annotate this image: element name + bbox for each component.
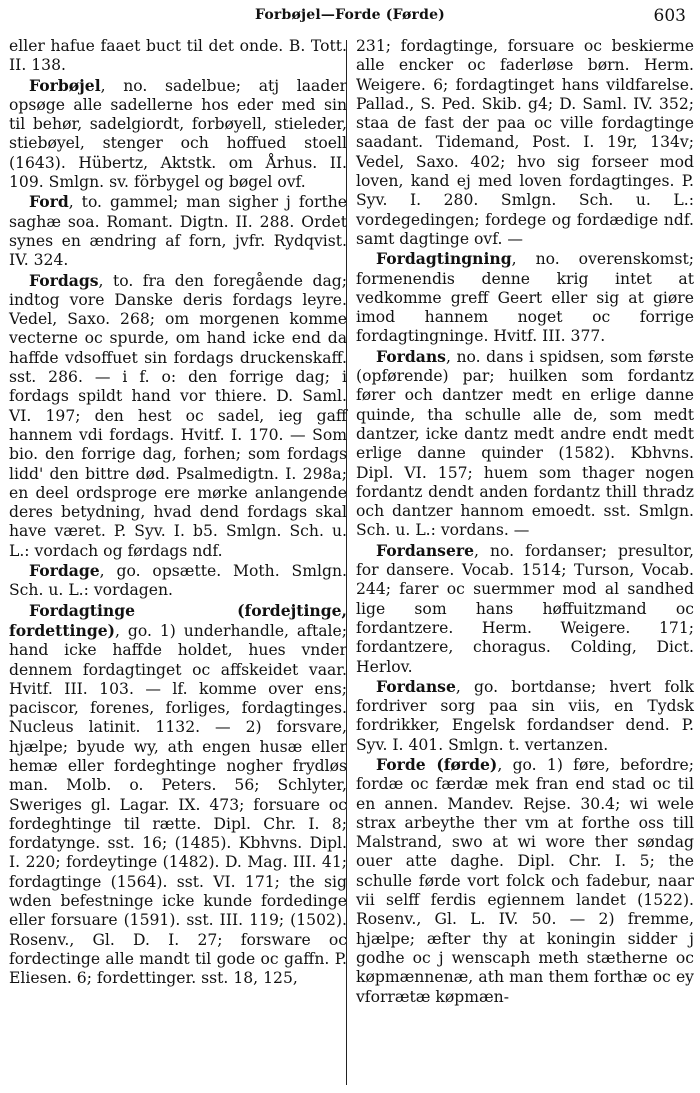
entry-text: , no. overenskomst; formenendis denne krig intet at vedkomme greff Geert eller sig at giøre imod hannem noget oc forrige fordagtingninge. Hvitf. III. 377. (356, 250, 694, 346)
entry-text: , no. sadelbue; atj laader opsøge alle sadellerne hos eder med sin til behør, sadelgiordt, forbøyell, stieleder, stiebøyel, stenger och hoffued stoell (1643). Hübertz, Aktstk. om Århus. II. 109. Smlgn. sv. förbygel og bøgel ovf. (9, 76, 347, 192)
running-head: Forbøjel—Forde (Førde) (255, 7, 445, 23)
dictionary-entry (356, 541, 694, 677)
entry-headword: Fordagtinge (fordejtinge, fordettinge) (9, 600, 347, 640)
entry-text: , go. 1) underhandle, aftale; hand icke haffde holdet, hues vnder dennem fordagtinget oc affskeidet vaar. Hvitf. III. 103. — lf. komme over ens; paciscor, forenes, forliges, fordagtinges. Nucleus latinit. 1132. — 2) forsvare, hjælpe; byude wy, ath engen husæ eller hemæ eller fordeghtinge nogher frydløs man. Molb. o. Peters. 56; Schlyter, Sweriges gl. Lagar. IX. 473; forsuare oc fordeghtinge til rætte. Dipl. Chr. I. 8; fordatynge. sst. 16; (1485). Kbhvns. Dipl. I. 220; fordeytinge (1482). D. Mag. III. 41; fordagtinge (1564). sst. VI. 171; the sig wden befestninge icke kunde fordedinge eller forsuare (1591). sst. III. 119; (1502). Rosenv., Gl. D. I. 27; forsware oc fordectinge alle mandt til gode oc gaffn. P. Eliesen. 6; fordettinger. sst. 18, 125, (9, 621, 347, 988)
page-header (0, 4, 700, 30)
left-column (9, 36, 347, 989)
dictionary-entry (9, 192, 347, 270)
page-number: 603 (653, 6, 686, 26)
entry-text: , go. opsætte. Moth. Smlgn. Sch. u. L.: vordagen. (9, 562, 347, 600)
entry-headword: Fordansere (376, 540, 475, 560)
dictionary-entry (9, 271, 347, 561)
dictionary-entry (9, 36, 347, 76)
entry-text: , no. fordanser; presultor, for dansere. Vocab. 1514; Turson, Vocab. 244; farer oc suermmer mod al sandhed lige som hans høffuitzmand oc fordantzere. Herm. Weigere. 171; fordantzere, choragus. Colding, Dict. Herlov. (356, 541, 694, 676)
dictionary-entry (356, 677, 694, 755)
dictionary-entry (356, 347, 694, 541)
entry-headword: Fordagtingning (376, 249, 512, 269)
right-column (356, 36, 694, 1007)
dictionary-entry (356, 755, 694, 1007)
entry-headword: Fordage (29, 561, 100, 581)
entry-headword: Fordanse (376, 676, 456, 696)
entry-text: 231; fordagtinge, forsuare oc beskierme alle encker oc faderløse børn. Herm. Weigere. 6; fordagtinget hans vildfarelse. Pallad., S. Ped. Skib. g4; D. Saml. IV. 352; staa de fast der paa oc ville fordagtinge saadant. Tidemand, Post. I. 19r, 134v; Vedel, Saxo. 402; hvo sig forseer mod loven, kand ej med loven fordagtinges. P. Syv. I. 280. Smlgn. Sch. u. L.: vordegedingen; fordege og fordædige ndf. samt dagtinge ovf. — (356, 37, 694, 248)
entry-text: , go. bortdanse; hvert folk fordriver sorg paa sin viis, en Tydsk fordrikker, Engelsk fordandser dend. P. Syv. I. 401. Smlgn. t. vertanzen. (356, 677, 694, 754)
entry-text: , go. 1) føre, befordre; fordæ oc færdæ mek fran end stad oc til en annen. Mandev. Rejse. 30.4; wi wele strax arbeythe ther vm at forthe oss till Malstrand, swo at wi wore ther søndag ouer atte daghe. Dipl. Chr. I. 5; the schulle førde vort folck och fadebur, naar vii selff ferdis egiennem landet (1522). Rosenv., Gl. L. IV. 50. — 2) fremme, hjælpe; æfter thy at koningin sidder j godhe oc j wenscaph meth stætherne oc køpmænnenæ, ath man them forthæ oc ey vforrætæ køpmæn- (356, 755, 694, 1006)
entry-text: , no. dans i spidsen, som første (opførende) par; huilken som fordantz fører och dantzer medt en erlige danne quinde, tha schulle alle de, som medt dantzer, icke dantz medt andre endt medt erlige danne quinder (1582). Kbhvns. Dipl. VI. 157; huem som thager nogen fordantz dendt anden fordantz thill thradz och dantzer hannom emoedt. sst. Smlgn. Sch. u. L.: vordans. — (356, 347, 694, 540)
dictionary-entry (9, 601, 347, 989)
entry-headword: Forbøjel (29, 75, 101, 95)
entry-headword: Ford (29, 192, 69, 212)
dictionary-entry (9, 76, 347, 193)
entry-text: , to. fra den foregående dag; indtog vore Danske deris fordags leyre. Vedel, Saxo. 268; om morgenen komme vecterne oc spurde, om hand icke end da haffde vdsoffuet sin fordags druckenskaff. sst. 286. — i f. o: den forrige dag; i fordags spildt hand vor thiere. D. Saml. VI. 197; den hest oc sadel, ieg gaff hannem vdi fordags. Hvitf. I. 170. — Som bio. den forrige dag, forhen; som fordags lidd' den bittre død. Psalmedigtn. I. 298a; en deel ordsproge ere mørke anlangende deres betydning, hvad dend fordags skal have været. P. Syv. I. b5. Smlgn. Sch. u. L.: vordach og førdags ndf. (9, 271, 347, 560)
entry-headword: Fordans (376, 346, 446, 366)
entry-headword: Fordags (29, 270, 99, 290)
dictionary-entry (9, 561, 347, 601)
dictionary-entry (356, 36, 694, 249)
entry-text: , to. gammel; man sigher j forthe saghæ soa. Romant. Digtn. II. 288. Ordet synes en ændring af forn, jvfr. Rydqvist. IV. 324. (9, 193, 347, 270)
entry-headword: Forde (førde) (376, 754, 498, 774)
entry-text: eller hafue faaet buct til det onde. B. Tott. II. 138. (9, 37, 347, 75)
dictionary-entry (356, 249, 694, 346)
